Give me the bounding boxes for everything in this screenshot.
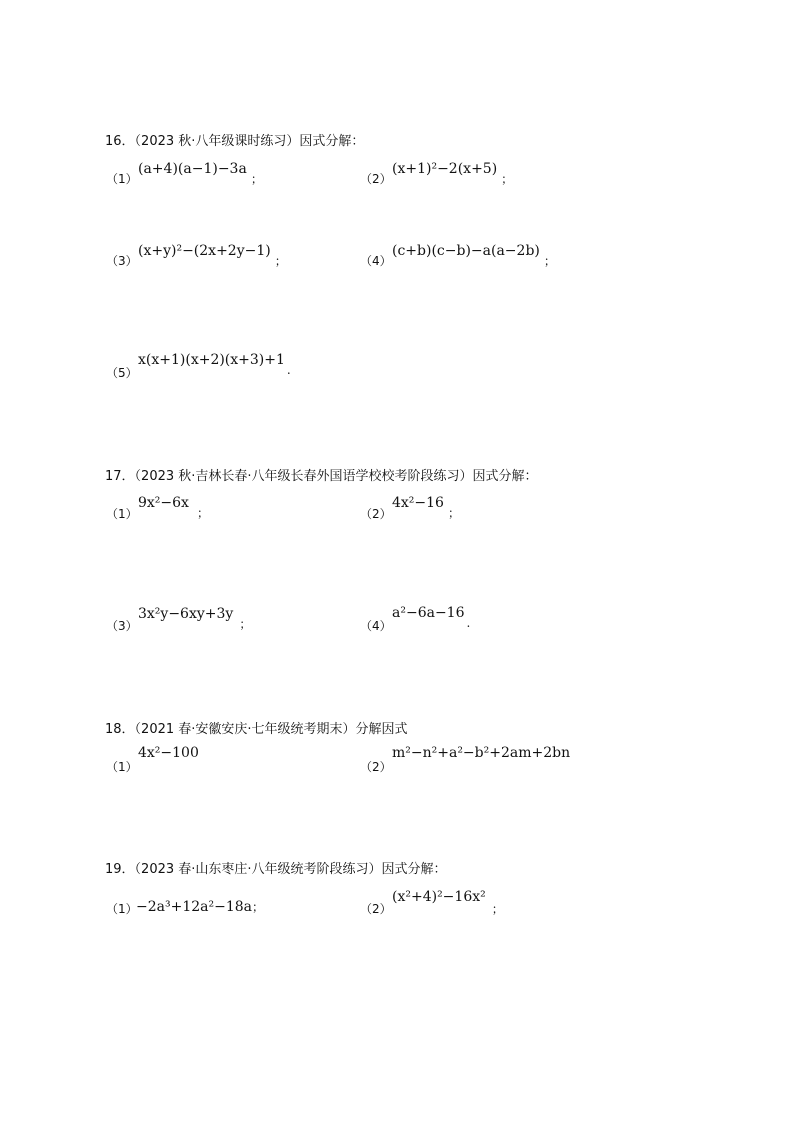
question-18-header: 18．（2021 春·安徽安庆·七年级统考期末）分解因式 [105,722,408,737]
q16-part2-label: （2） [360,172,392,186]
question-17-header: 17．（2023 秋·吉林长春·八年级长春外国语学校校考阶段练习）因式分解： [105,469,538,484]
q16-part4-label: （4） [360,254,392,268]
question-16-header: 16．（2023 秋·八年级课时练习）因式分解： [105,134,365,149]
q17-part1-expr: 9x²−6x； [138,495,209,520]
q16-part3-label: （3） [106,254,138,268]
q16-part3-expr: (x+y)²−(2x+2y−1)； [138,243,287,268]
q16-part5-label: （5） [106,366,138,380]
q16-part5-expr: x(x+1)(x+2)(x+3)+1. [138,352,291,377]
q16-part1-expr: (a+4)(a−1)−3a； [138,161,263,186]
q16-part1-label: （1） [106,172,138,186]
q17-part4-expr: a²−6a−16. [392,605,471,630]
q16-part4-expr: (c+b)(c−b)−a(a−2b)； [392,243,556,268]
q19-part1-expr: −2a³+12a²−18a； [136,899,265,915]
q17-part4-label: （4） [360,619,392,633]
q18-part1-label: （1） [106,760,138,774]
q17-part2-label: （2） [360,507,392,521]
q19-part2-label: （2） [360,902,392,916]
q18-part1-expr: 4x²−100 [138,745,199,761]
q16-part2-expr: (x+1)²−2(x+5)； [392,161,514,186]
q17-part2-expr: 4x²−16； [392,495,460,520]
q17-part1-label: （1） [106,507,138,521]
q19-part2-expr: (x²+4)²−16x²； [392,889,504,916]
q18-part2-expr: m²−n²+a²−b²+2am+2bn [392,745,571,761]
q18-part2-label: （2） [360,760,392,774]
q17-part3-expr: 3x²y−6xy+3y； [138,606,252,631]
q19-part1-label: （1） [106,902,138,916]
q17-part3-label: （3） [106,619,138,633]
question-19-header: 19．（2023 春·山东枣庄·八年级统考阶段练习）因式分解： [105,862,447,877]
